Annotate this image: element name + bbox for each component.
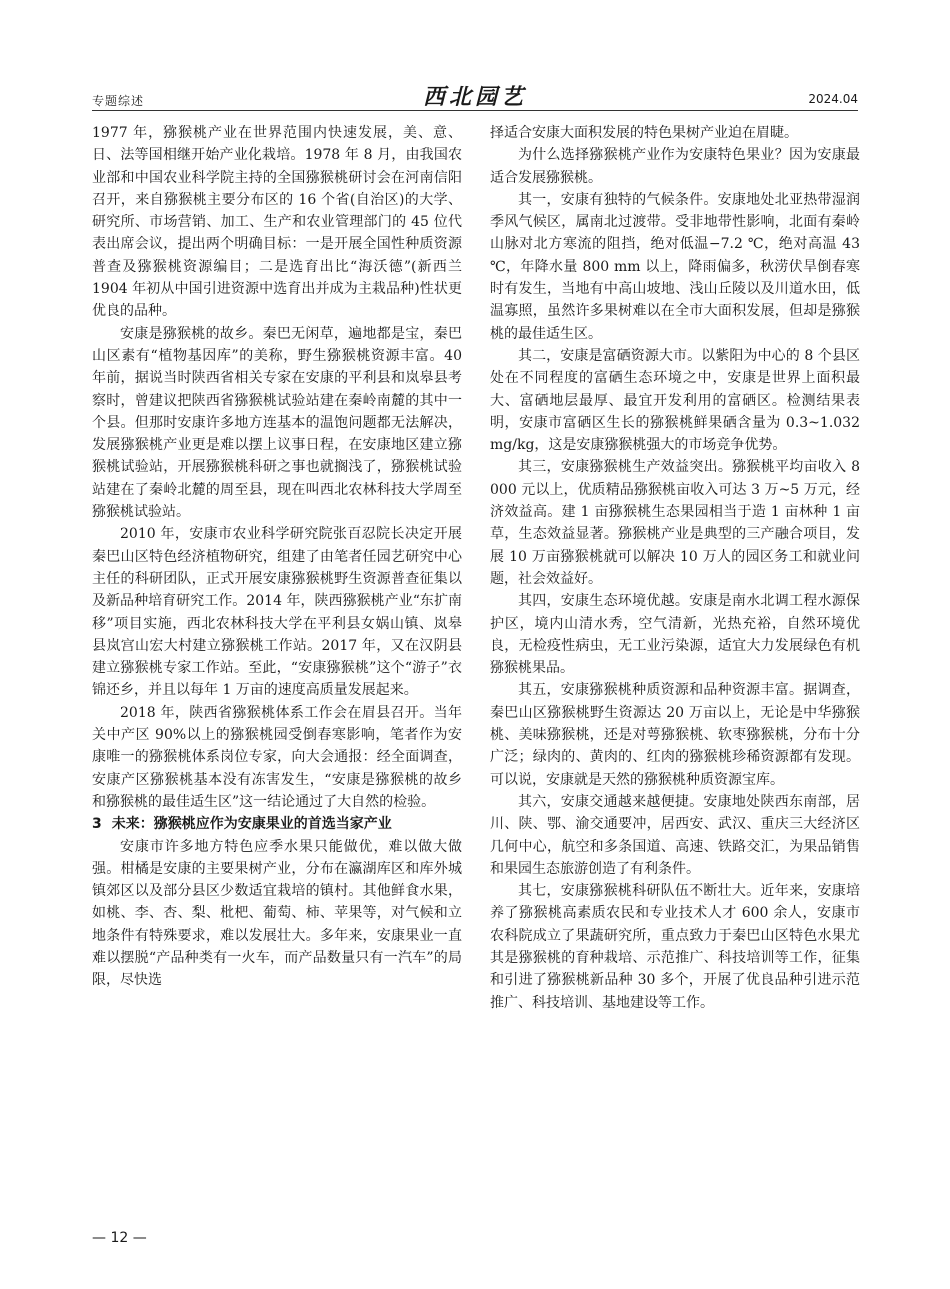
paragraph: 其六，安康交通越来越便捷。安康地处陕西东南部，居川、陕、鄂、渝交通要冲，居西安、武汉、重庆三大经济区几何中心，航空和多条国道、高速、铁路交汇，为果品销售和果园生态旅游创造了有利条件。 <box>490 793 860 877</box>
journal-logo: 西北园艺 <box>422 84 528 110</box>
issue-date: 2024.04 <box>808 92 858 106</box>
paragraph: 安康市许多地方特色应季水果只能做优，难以做大做强。柑橘是安康的主要果树产业，分布在瀛湖库区和库外城镇郊区以及部分县区少数适宜栽培的镇村。其他鲜食水果，如桃、李、杏、梨、枇杷、葡萄、柿、苹果等，对气候和立地条件有特殊要求，难以发展壮大。多年来，安康果业一直难以摆脱“产品种类有一火车，而产品数量只有一汽车”的局限，尽快选 <box>92 838 462 989</box>
paragraph: 安康是猕猴桃的故乡。秦巴无闲草，遍地都是宝，秦巴山区素有“植物基因库”的美称，野生猕猴桃资源丰富。40 年前，据说当时陕西省相关专家在安康的平利县和岚皋县考察时，曾建议把陕西省猕猴桃试验站建在秦岭南麓的其中一个县。但那时安康许多地方连基本的温饱问题都无法解决，发展猕猴桃产业更是难以摆上议事日程，在安康地区建立猕猴桃试验站，开展猕猴桃科研之事也就搁浅了，猕猴桃试验站建在了秦岭北麓的周至县，现在叫西北农林科技大学周至猕猴桃试验站。 <box>92 325 462 521</box>
section-heading <box>92 813 462 835</box>
header-rule <box>92 110 858 111</box>
section-label: 专题综述 <box>92 94 145 108</box>
paragraph: 其三，安康猕猴桃生产效益突出。猕猴桃平均亩收入 8 000 元以上，优质精品猕猴桃亩收入可达 3 万~5 万元，经济效益高。建 1 亩猕猴桃生态果园相当于造 1 亩林种 1 亩草，生态效益显著。猕猴桃产业是典型的三产融合项目，发展 10 万亩猕猴桃就可以解决 10 万人的园区务工和就业问题，社会效益好。 <box>490 459 860 587</box>
paragraph: 为什么选择猕猴桃产业作为安康特色果业？因为安康最适合发展猕猴桃。 <box>490 147 860 186</box>
section-title: 未来：猕猴桃应作为安康果业的首选当家产业 <box>111 816 392 833</box>
paragraph: 其四，安康生态环境优越。安康是南水北调工程水源保护区，境内山清水秀，空气清新，光热充裕，自然环境优良，无检疫性病虫，无工业污染源，适宜大力发展绿色有机猕猴桃果品。 <box>490 593 860 677</box>
right-column <box>490 122 860 1014</box>
paragraph: 2010 年，安康市农业科学研究院张百忍院长决定开展秦巴山区特色经济植物研究，组建了由笔者任园艺研究中心主任的科研团队，正式开展安康猕猴桃野生资源普查征集以及新品种培育研究工作。2014 年，陕西猕猴桃产业“东扩南移”项目实施，西北农林科技大学在平利县女娲山镇、岚皋县岚宫山宏大村建立猕猴桃工作站。2017 年，又在汉阴县建立猕猴桃专家工作站。至此，“安康猕猴桃”这个“游子”衣锦还乡，并且以每年 1 万亩的速度高质量发展起来。 <box>92 526 462 699</box>
section-number: 3 <box>92 816 102 833</box>
page-header <box>92 80 858 110</box>
paragraph: 2018 年，陕西省猕猴桃体系工作会在眉县召开。当年关中产区 90%以上的猕猴桃园受倒春寒影响，笔者作为安康唯一的猕猴桃体系岗位专家，向大会通报：经全面调查，安康产区猕猴桃基本没有冻害发生，“安康是猕猴桃的故乡和猕猴桃的最佳适生区”这一结论通过了大自然的检验。 <box>92 704 462 810</box>
paragraph: 其一，安康有独特的气候条件。安康地处北亚热带湿润季风气候区，属南北过渡带。受非地带性影响，北面有秦岭山脉对北方寒流的阻挡，绝对低温−7.2 ℃，绝对高温 43 ℃，年降水量 800 mm 以上，降雨偏多，秋涝伏旱倒春寒时有发生，当地有中高山坡地、浅山丘陵以及川道水田，低温寡照，虽然许多果树难以在全市大面积发展，但却是猕猴桃的最佳适生区。 <box>490 191 860 342</box>
paragraph: 择适合安康大面积发展的特色果树产业迫在眉睫。 <box>490 125 798 141</box>
paragraph: 其二，安康是富硒资源大市。以紫阳为中心的 8 个县区处在不同程度的富硒生态环境之中，安康是世界上面积最大、富硒地层最厚、最宜开发利用的富硒区。检测结果表明，安康市富硒区生长的猕猴桃鲜果硒含量为 0.3~1.032 mg/kg，这是安康猕猴桃强大的市场竞争优势。 <box>490 347 860 454</box>
page-number: — 12 — <box>92 1230 147 1246</box>
paragraph: 其七，安康猕猴桃科研队伍不断壮大。近年来，安康培养了猕猴桃高素质农民和专业技术人才 600 余人，安康市农科院成立了果蔬研究所，重点致力于秦巴山区特色水果尤其是猕猴桃的育种栽培、示范推广、科技培训等工作，征集和引进了猕猴桃新品种 30 多个，开展了优良品种引进示范推广、科技培训、基地建设等工作。 <box>490 883 860 1011</box>
left-column <box>92 122 462 992</box>
paragraph: 其五，安康猕猴桃种质资源和品种资源丰富。据调查，秦巴山区猕猴桃野生资源达 20 万亩以上，无论是中华猕猴桃、美味猕猴桃，还是对萼猕猴桃、软枣猕猴桃，分布十分广泛；绿肉的、黄肉的、红肉的猕猴桃珍稀资源都有发现。可以说，安康就是天然的猕猴桃种质资源宝库。 <box>490 682 860 788</box>
paragraph: 1977 年，猕猴桃产业在世界范围内快速发展，美、意、日、法等国相继开始产业化栽培。1978 年 8 月，由我国农业部和中国农业科学院主持的全国猕猴桃研讨会在河南信阳召开，来自猕猴桃主要分布区的 16 个省(自治区)的大学、研究所、市场营销、加工、生产和农业管理部门的 45 位代表出席会议，提出两个明确目标：一是开展全国性种质资源普查及猕猴桃资源编目；二是选育出比“海沃德”(新西兰 1904 年初从中国引进资源中选育出并成为主栽品种)性状更优良的品种。 <box>92 125 462 320</box>
